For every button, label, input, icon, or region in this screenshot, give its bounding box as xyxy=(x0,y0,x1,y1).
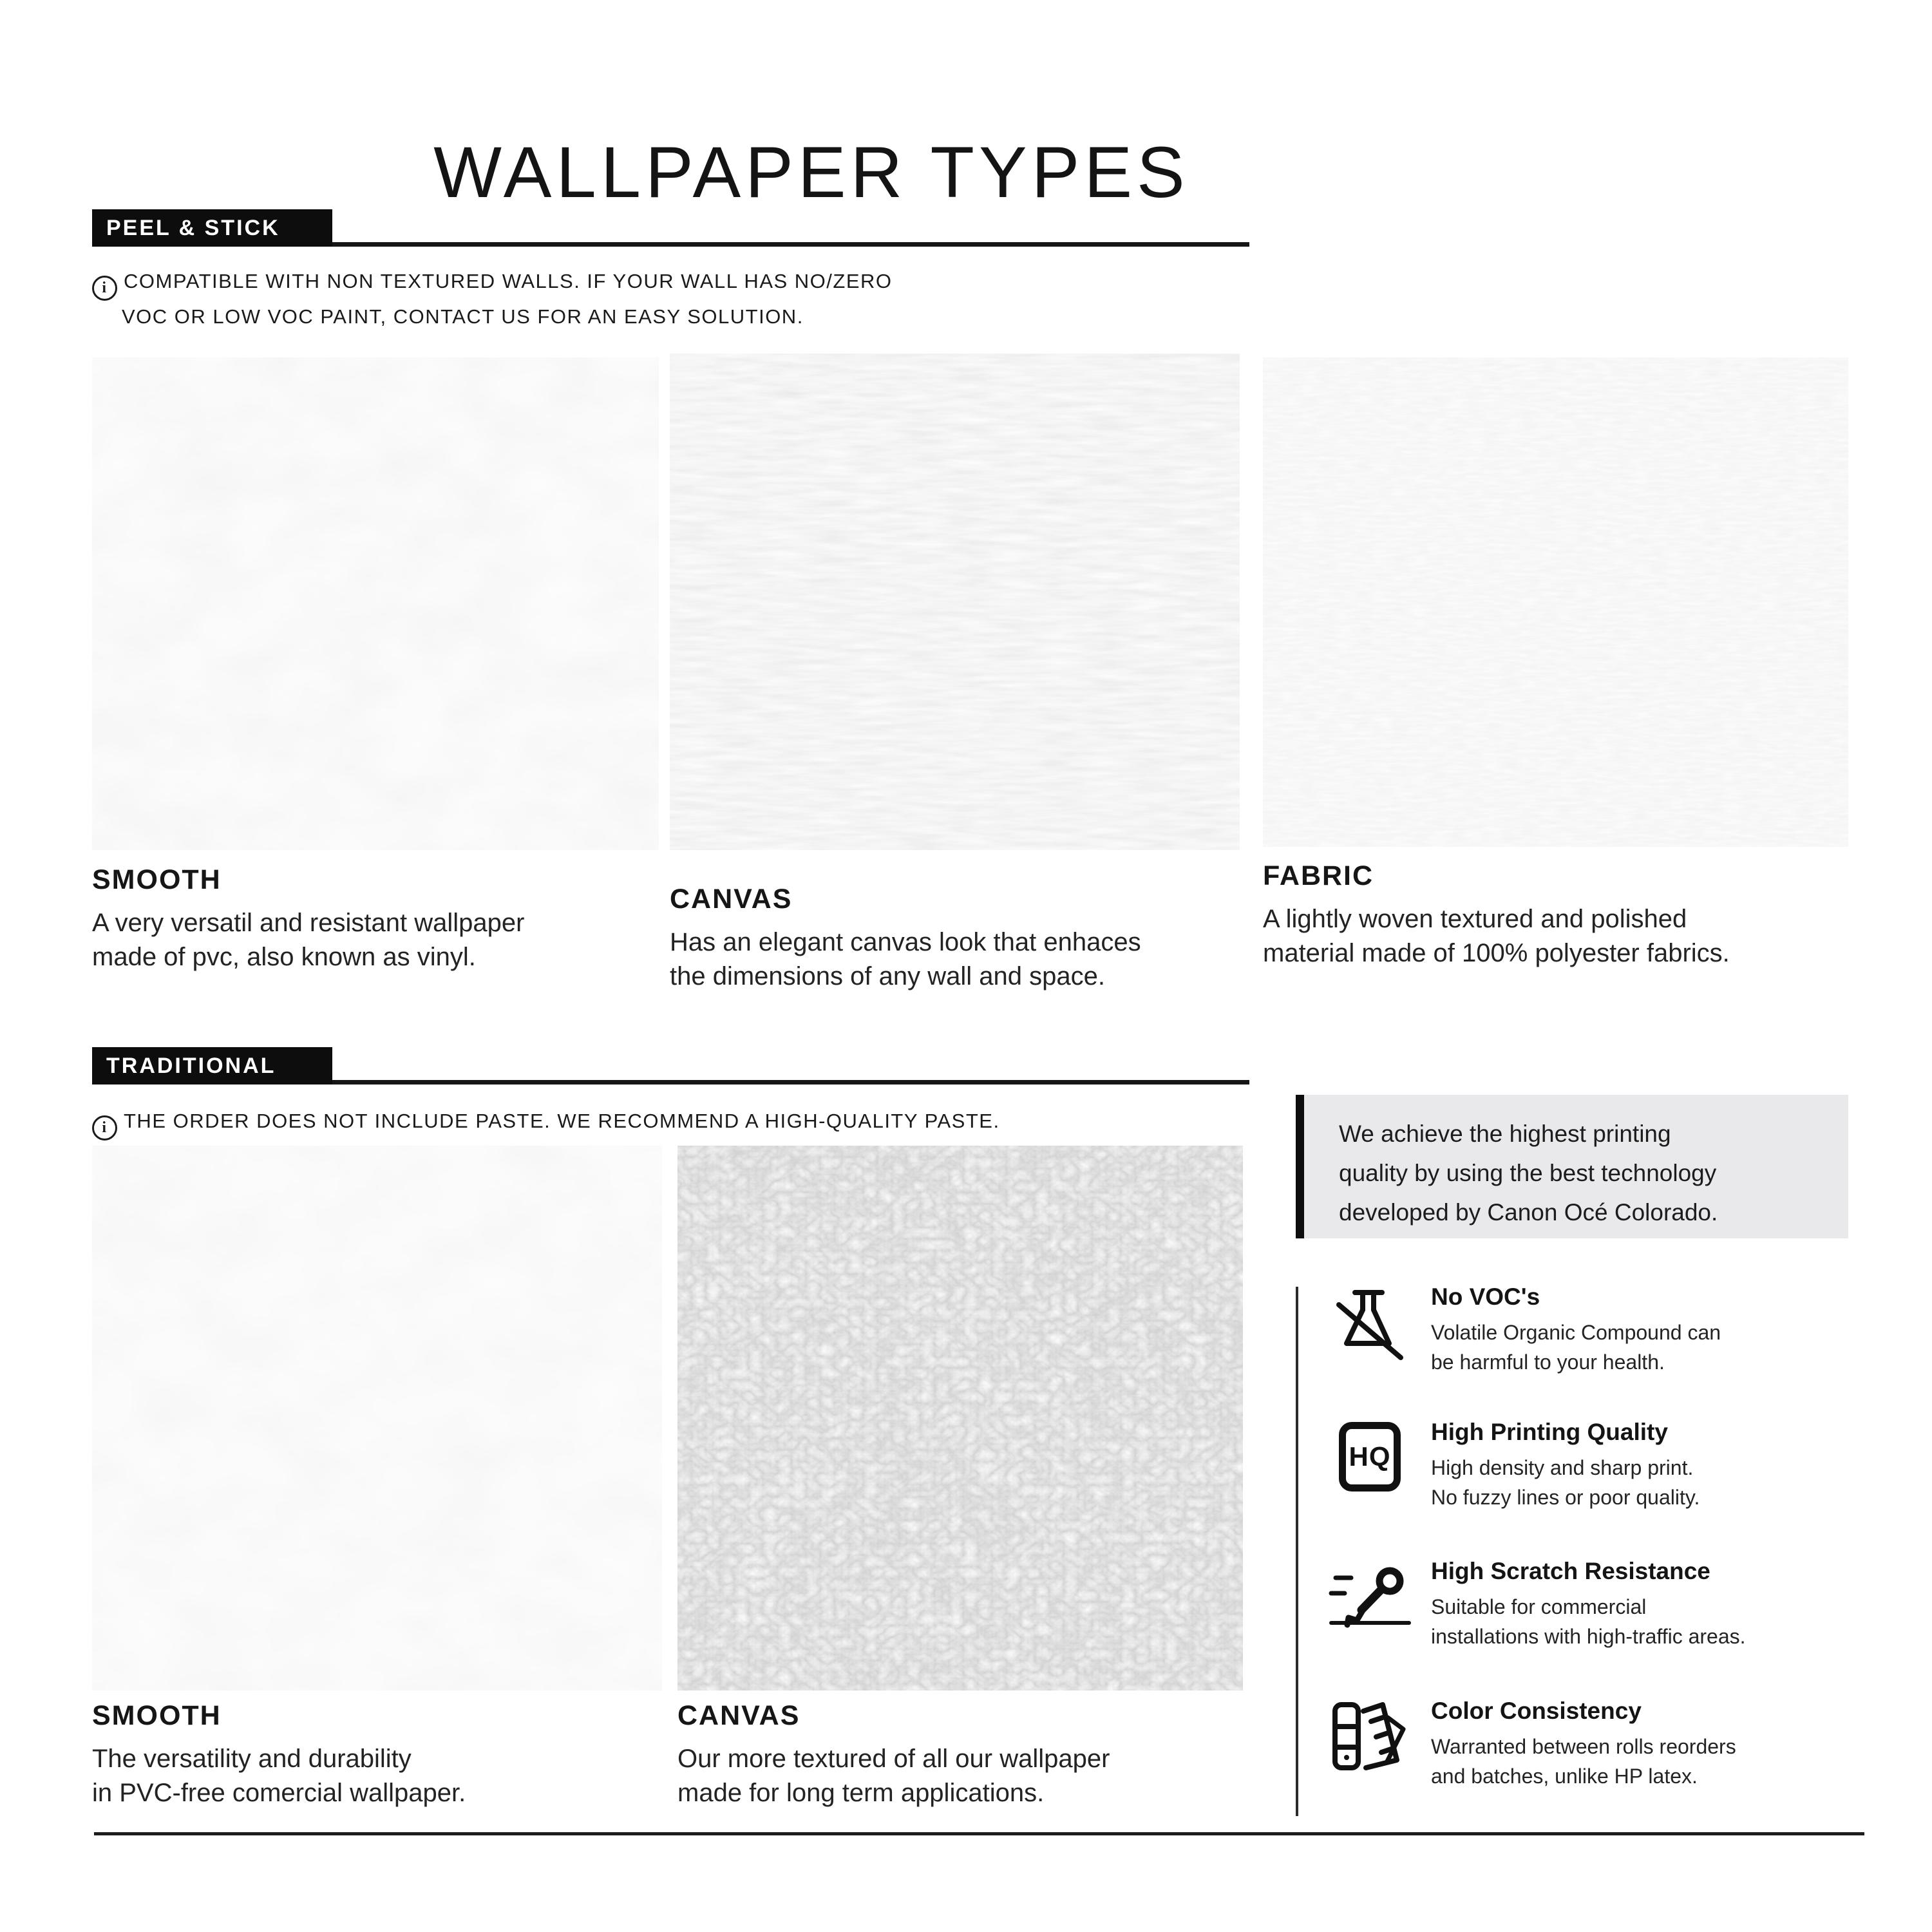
caption-peel-canvas xyxy=(670,884,1240,994)
info-icon: i xyxy=(92,276,117,301)
feature-text xyxy=(1431,1557,1746,1651)
feature-description: Volatile Organic Compound can be harmful to your health. xyxy=(1431,1321,1721,1374)
feature-description: Suitable for commercial installations with high-traffic areas. xyxy=(1431,1595,1746,1648)
page-title: WALLPAPER TYPES xyxy=(433,132,1189,213)
swatch-traditional-canvas xyxy=(677,1146,1243,1690)
caption-peel-smooth xyxy=(92,864,659,974)
traditional-note xyxy=(92,1105,1251,1141)
feature-no-voc xyxy=(1328,1283,1850,1377)
fabric-texture xyxy=(1263,357,1848,847)
features-vertical-rule xyxy=(1296,1287,1298,1816)
caption-traditional-canvas xyxy=(677,1700,1243,1810)
section-header-peel-stick: PEEL & STICK xyxy=(92,209,332,247)
swatch-peel-smooth xyxy=(92,357,659,850)
bottom-divider xyxy=(94,1832,1864,1835)
swatch-title: FABRIC xyxy=(1263,860,1374,891)
swatch-title: CANVAS xyxy=(677,1700,800,1731)
no-voc-flask-icon xyxy=(1328,1283,1412,1363)
printing-quality-callout: We achieve the highest printing quality by using the best technology developed by Canon Océ Colorado. xyxy=(1296,1095,1848,1238)
feature-title: Color Consistency xyxy=(1431,1698,1642,1724)
peel-stick-note xyxy=(92,265,1187,332)
swatch-title: SMOOTH xyxy=(92,864,222,895)
section-header-traditional: TRADITIONAL xyxy=(92,1047,332,1084)
info-icon: i xyxy=(92,1115,117,1141)
feature-text xyxy=(1431,1697,1736,1791)
note-line: i THE ORDER DOES NOT INCLUDE PASTE. WE RECOMMEND A HIGH-QUALITY PASTE. xyxy=(92,1105,1251,1141)
feature-color-consistency xyxy=(1328,1697,1850,1791)
color-swatchbook-icon xyxy=(1328,1697,1412,1772)
canvas-texture xyxy=(670,354,1240,850)
feature-description: High density and sharp print. No fuzzy lines or poor quality. xyxy=(1431,1456,1700,1509)
note-line: i COMPATIBLE WITH NON TEXTURED WALLS. IF YOUR WALL HAS NO/ZERO xyxy=(92,265,1187,301)
feature-description: Warranted between rolls reorders and batches, unlike HP latex. xyxy=(1431,1735,1736,1788)
swatch-description: A lightly woven textured and polished material made of 100% polyester fabrics. xyxy=(1263,905,1730,967)
smooth-texture xyxy=(92,1146,662,1690)
caption-traditional-smooth xyxy=(92,1700,662,1810)
feature-high-printing-quality xyxy=(1328,1418,1850,1512)
scratch-key-icon xyxy=(1328,1557,1412,1631)
swatch-peel-fabric xyxy=(1263,357,1848,847)
feature-high-scratch-resistance xyxy=(1328,1557,1850,1651)
rough-canvas-texture xyxy=(677,1146,1243,1690)
feature-title: High Scratch Resistance xyxy=(1431,1558,1710,1584)
feature-text xyxy=(1431,1418,1700,1512)
swatch-description: A very versatil and resistant wallpaper made of pvc, also known as vinyl. xyxy=(92,909,525,971)
swatch-title: SMOOTH xyxy=(92,1700,222,1731)
swatch-description: Our more textured of all our wallpaper made for long term applications. xyxy=(677,1745,1110,1807)
swatch-peel-canvas xyxy=(670,354,1240,850)
swatch-description: The versatility and durability in PVC-free comercial wallpaper. xyxy=(92,1745,466,1807)
feature-text xyxy=(1431,1283,1721,1377)
feature-title: High Printing Quality xyxy=(1431,1419,1668,1445)
caption-peel-fabric xyxy=(1263,860,1848,971)
note-line: VOC OR LOW VOC PAINT, CONTACT US FOR AN EASY SOLUTION. xyxy=(122,305,804,328)
feature-title: No VOC's xyxy=(1431,1283,1540,1310)
swatch-title: CANVAS xyxy=(670,884,793,914)
swatch-traditional-smooth xyxy=(92,1146,662,1690)
swatch-description: Has an elegant canvas look that enhaces the dimensions of any wall and space. xyxy=(670,928,1141,990)
hq-badge-icon: HQ xyxy=(1328,1418,1412,1492)
smooth-texture xyxy=(92,357,659,850)
